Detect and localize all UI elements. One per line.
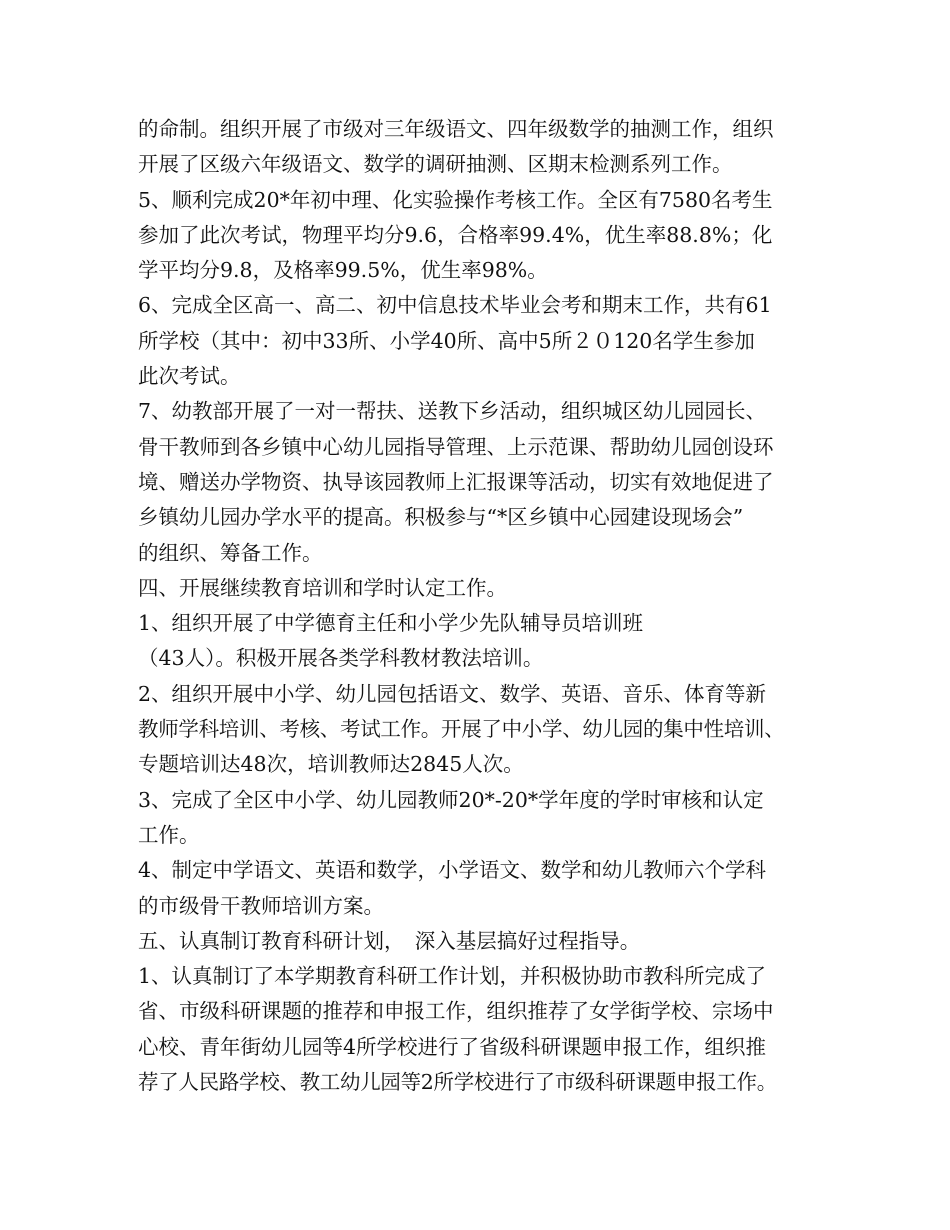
text-line: 7、幼教部开展了一对一帮扶、送教下乡活动，组织城区幼儿园园长、: [138, 399, 767, 424]
document-page: [138, 112, 828, 1100]
section-heading: 五、认真制订教育科研计划， 深入基层搞好过程指导。: [138, 928, 641, 953]
text-line: 的命制。组织开展了市级对三年级语文、四年级数学的抽测工作，组织: [138, 117, 774, 141]
text-line: 专题培训达48次，培训教师达2845人次。: [138, 752, 524, 777]
text-line: 6、完成全区高一、高二、初中信息技术毕业会考和期末工作，共有61: [138, 293, 772, 318]
text-line: 4、制定中学语文、英语和数学，小学语文、数学和幼儿教师六个学科: [138, 858, 767, 883]
section-heading: 四、开展继续教育培训和学时认定工作。: [138, 575, 507, 600]
text-line: 省、市级科研课题的推荐和申报工作，组织推荐了女学街学校、宗场中: [138, 999, 774, 1024]
text-line: 工作。: [138, 822, 200, 847]
text-line: 所学校（其中：初中33所、小学40所、高中5所２０120名学生参加: [138, 328, 755, 353]
text-line: 教师学科培训、考核、考试工作。开展了中小学、幼儿园的集中性培训、: [138, 717, 785, 742]
text-line: 乡镇幼儿园办学水平的提高。积极参与“*区乡镇中心园建设现场会”: [138, 505, 744, 530]
text-line: 5、顺利完成20*年初中理、化实验操作考核工作。全区有7580名考生: [138, 187, 773, 212]
text-line: 的组织、筹备工作。: [138, 540, 323, 565]
text-line: 1、认真制订了本学期教育科研工作计划，并积极协助市教科所完成了: [138, 964, 767, 989]
text-line: 心校、青年街幼儿园等4所学校进行了省级科研课题申报工作，组织推: [138, 1034, 767, 1059]
text-line: 的市级骨干教师培训方案。: [138, 893, 384, 918]
text-line: 荐了人民路学校、教工幼儿园等2所学校进行了市级科研课题申报工作。: [138, 1070, 777, 1095]
text-line: 学平均分9.8，及格率99.5%，优生率98%。: [138, 258, 548, 283]
text-line: 境、赠送办学物资、执导该园教师上汇报课等活动，切实有效地促进了: [138, 469, 774, 494]
text-line: 参加了此次考试，物理平均分9.6，合格率99.4%，优生率88.8%；化: [138, 222, 773, 247]
text-line: 1、组织开展了中学德育主任和小学少先队辅导员培训班: [138, 611, 644, 636]
text-line: 开展了区级六年级语文、数学的调研抽测、区期末检测系列工作。: [138, 152, 733, 177]
text-line: 2、组织开展中小学、幼儿园包括语文、数学、英语、音乐、体育等新: [138, 681, 767, 706]
text-line: 此次考试。: [138, 364, 241, 389]
text-line: 3、完成了全区中小学、幼儿园教师20*-20*学年度的学时审核和认定: [138, 787, 764, 812]
text-line: （43人）。积极开展各类学科教材教法培训。: [138, 646, 544, 671]
text-line: 骨干教师到各乡镇中心幼儿园指导管理、上示范课、帮助幼儿园创设环: [138, 434, 774, 459]
